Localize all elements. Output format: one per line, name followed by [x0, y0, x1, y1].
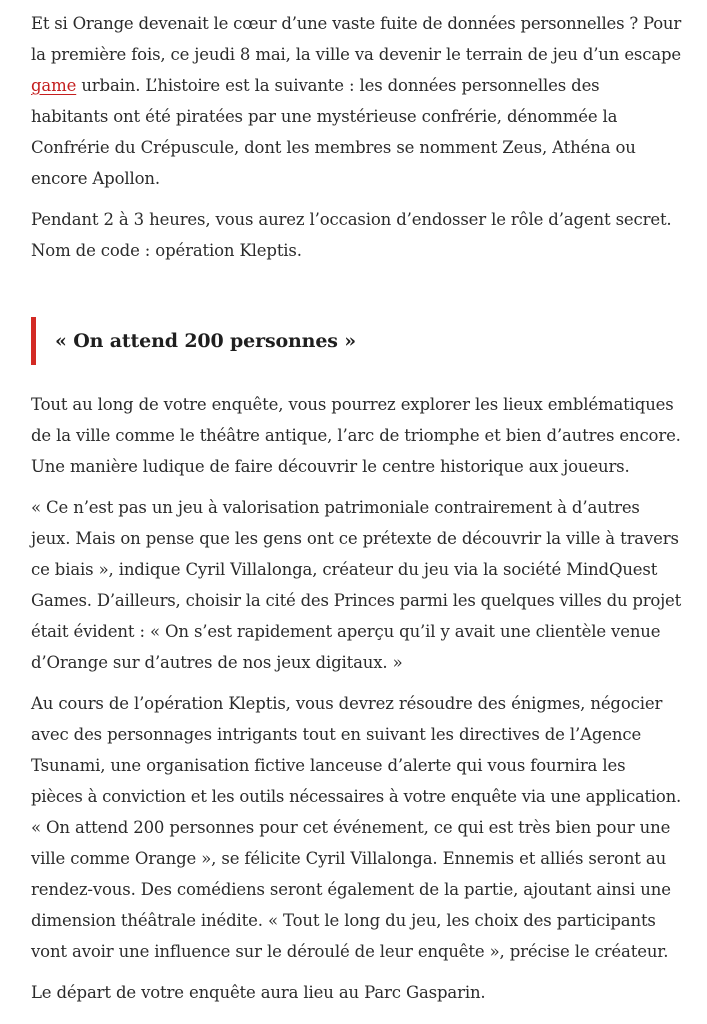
mission-paragraph [31, 204, 681, 266]
operation-line-4: pièces à conviction et les outils nécessaires à votre enquête via une application. [31, 787, 681, 806]
quote-line-4: Games. D’ailleurs, choisir la cité des Princes parmi les quelques villes du projet [31, 591, 681, 610]
intro-line-3 [31, 70, 681, 101]
mission-line-1: Pendant 2 à 3 heures, vous aurez l’occasion d’endosser le rôle d’agent secret. [31, 210, 672, 229]
operation-line-5: « On attend 200 personnes pour cet événement, ce qui est très bien pour une [31, 818, 671, 837]
article-body [31, 0, 681, 1008]
intro-line-1: Et si Orange devenait le cœur d’une vaste fuite de données personnelles ? Pour [31, 14, 681, 33]
intro-line-3-rest: urbain. L’histoire est la suivante : les données personnelles des [76, 76, 600, 95]
intro-line-6: encore Apollon. [31, 169, 160, 188]
explore-line-1: Tout au long de votre enquête, vous pourrez explorer les lieux emblématiques [31, 395, 674, 414]
game-link[interactable]: game [31, 76, 77, 95]
quote-line-1: « Ce n’est pas un jeu à valorisation patrimoniale contrairement à d’autres [31, 498, 640, 517]
quote-line-5: était évident : « On s’est rapidement aperçu qu’il y avait une clientèle venue [31, 622, 661, 641]
mission-line-2: Nom de code : opération Kleptis. [31, 241, 302, 260]
intro-paragraph [31, 0, 681, 194]
explore-paragraph [31, 389, 681, 482]
departure-paragraph [31, 977, 681, 1008]
quote-line-3: ce biais », indique Cyril Villalonga, créateur du jeu via la société MindQuest [31, 560, 658, 579]
intro-line-2: la première fois, ce jeudi 8 mai, la ville va devenir le terrain de jeu d’un escape [31, 45, 681, 64]
intro-line-4: habitants ont été piratées par une mystérieuse confrérie, dénommée la [31, 107, 618, 126]
explore-line-3: Une manière ludique de faire découvrir le centre historique aux joueurs. [31, 457, 630, 476]
operation-line-1: Au cours de l’opération Kleptis, vous devrez résoudre des énigmes, négocier [31, 694, 663, 713]
operation-line-6: ville comme Orange », se félicite Cyril Villalonga. Ennemis et alliés seront au [31, 849, 667, 868]
operation-paragraph [31, 688, 681, 967]
operation-line-7: rendez-vous. Des comédiens seront également de la partie, ajoutant ainsi une [31, 880, 671, 899]
operation-line-2: avec des personnages intrigants tout en suivant les directives de l’Agence [31, 725, 642, 744]
subheading-accent-bar [31, 317, 36, 365]
intro-line-5: Confrérie du Crépuscule, dont les membres se nomment Zeus, Athéna ou [31, 138, 636, 157]
departure-line-1: Le départ de votre enquête aura lieu au Parc Gasparin. [31, 983, 486, 1002]
explore-line-2: de la ville comme le théâtre antique, l’arc de triomphe et bien d’autres encore. [31, 426, 681, 445]
quote-line-2: jeux. Mais on pense que les gens ont ce prétexte de découvrir la ville à travers [31, 529, 679, 548]
subheading-text: « On attend 200 personnes » [55, 330, 357, 352]
operation-line-3: Tsunami, une organisation fictive lanceuse d’alerte qui vous fournira les [31, 756, 626, 775]
quote-line-6: d’Orange sur d’autres de nos jeux digitaux. » [31, 653, 403, 672]
operation-line-8: dimension théâtrale inédite. « Tout le long du jeu, les choix des participants [31, 911, 656, 930]
quote-paragraph [31, 492, 681, 678]
operation-line-9: vont avoir une influence sur le déroulé de leur enquête », précise le créateur. [31, 942, 669, 961]
section-subheading [31, 317, 681, 365]
